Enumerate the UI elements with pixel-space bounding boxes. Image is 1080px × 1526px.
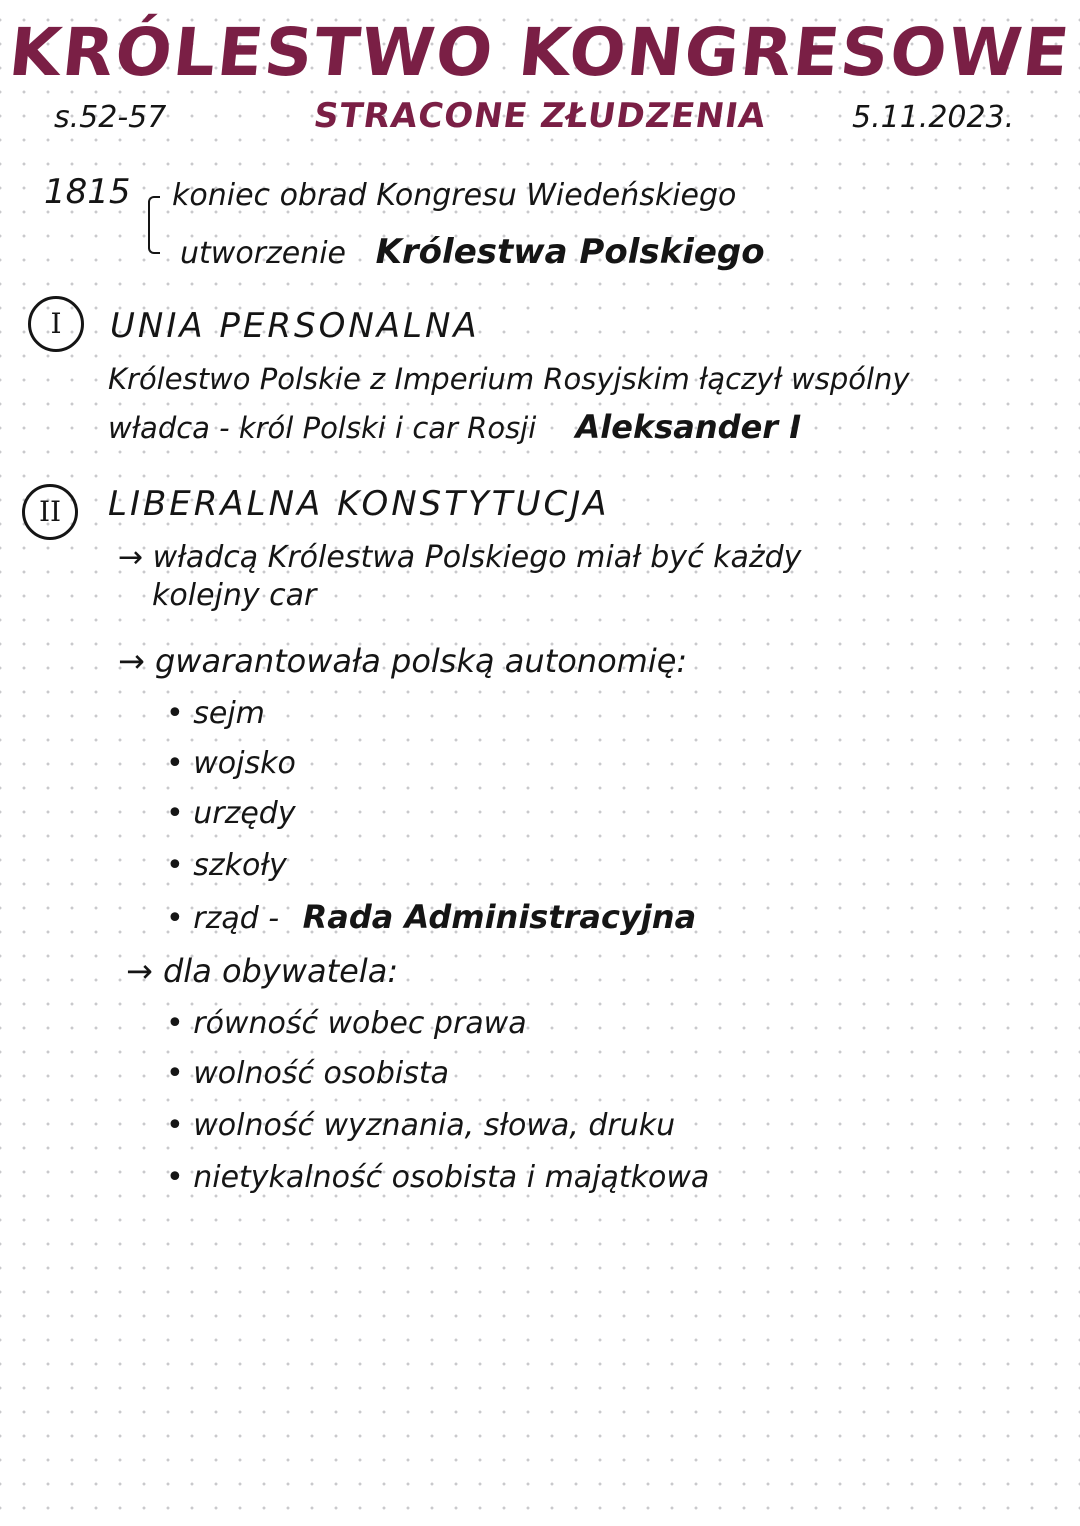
intro-point-1: koniec obrad Kongresu Wiedeńskiego [172, 178, 737, 213]
autonomy-item: • sejm [166, 696, 265, 731]
autonomy-item: • wojsko [166, 746, 296, 781]
arrow-point-citizen: → dla obywatela: [126, 952, 399, 990]
citizen-right: • wolność osobista [166, 1056, 449, 1091]
section-1-numeral: I [28, 296, 84, 352]
bracket-icon [148, 196, 160, 254]
section-1-line-2 [108, 408, 801, 446]
page-range: s.52-57 [54, 100, 167, 135]
citizen-right: • równość wobec prawa [166, 1006, 527, 1041]
citizen-right: • wolność wyznania, słowa, druku [166, 1108, 676, 1143]
arrow-point-ruler: → władcą Królestwa Polskiego miał być każdy [118, 540, 802, 575]
section-2-heading: LIBERALNA KONSTYTUCJA [108, 484, 610, 524]
arrow-point-autonomy: → gwarantowała polską autonomię: [118, 642, 688, 680]
autonomy-item: • urzędy [166, 796, 296, 831]
intro-point-2-prefix: utworzenie [180, 236, 347, 271]
section-1-line-1: Królestwo Polskie z Imperium Rosyjskim łączył wspólny [108, 362, 910, 396]
section-1-heading: UNIA PERSONALNA [110, 306, 480, 346]
page-subtitle: STRACONE ZŁUDZENIA [311, 96, 769, 136]
citizen-right: • nietykalność osobista i majątkowa [166, 1160, 710, 1195]
government-prefix: • rząd - [166, 901, 280, 936]
government-name: Rada Administracyjna [302, 898, 697, 936]
autonomy-item: • szkoły [166, 848, 287, 883]
intro-point-2 [180, 232, 765, 272]
intro-point-2-bold: Królestwa Polskiego [375, 232, 765, 272]
ruler-name: Aleksander I [575, 408, 802, 446]
arrow-point-ruler-cont: kolejny car [152, 578, 317, 613]
page-title: KRÓLESTWO KONGRESOWE [5, 14, 1075, 91]
note-date: 5.11.2023. [852, 100, 1015, 135]
section-1-line-2-prefix: władca - król Polski i car Rosji [108, 411, 537, 445]
autonomy-item-government [166, 898, 696, 936]
section-2-numeral: II [22, 484, 78, 540]
year-1815: 1815 [44, 172, 131, 212]
